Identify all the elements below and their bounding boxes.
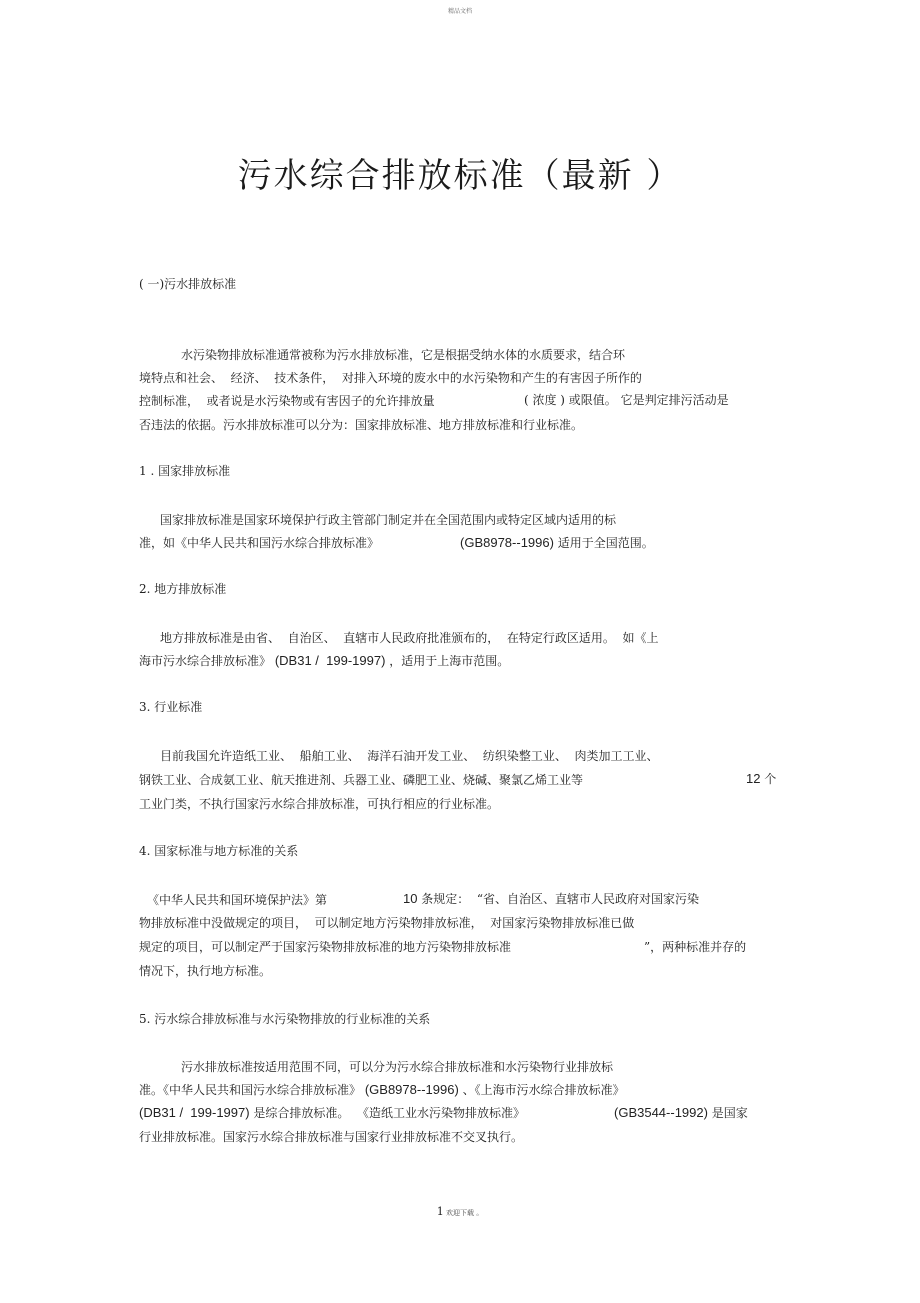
section-4-line-3b: ”，两种标准并存的 (644, 940, 747, 954)
section-2-line-2a: 海市污水综合排放标准》 (139, 654, 275, 668)
section-1-line-2a: 准，如《中华人民共和国污水综合排放标准》 (139, 536, 380, 550)
intro-line-1: 水污染物排放标准通常被称为污水排放标准，它是根据受纳水体的水质要求，结合环 (181, 348, 626, 362)
intro-line-2: 境特点和社会、 经济、 技术条件， 对排入环境的废水中的水污染物和产生的有害因子所作的 (139, 371, 642, 385)
section-heading: ( 一)污水排放标准 (139, 277, 237, 291)
section-2-line-2c: ，适用于上海市范围。 (385, 654, 510, 668)
section-4-line-2: 物排放标准中没做规定的项目， 可以制定地方污染物排放标准， 对国家污染物排放标准已做 (139, 916, 635, 930)
section-5-line-2c: 、《上海市污水综合排放标准》 (458, 1083, 625, 1097)
footer-note: 欢迎下载 。 (446, 1209, 484, 1217)
standard-code: (GB8978--1996) (364, 1082, 459, 1097)
header-note: 精品文档 (447, 8, 472, 15)
page-number: 1 (436, 1205, 444, 1218)
section-1-line-2 (460, 536, 654, 550)
section-4-line-1a: 《中华人民共和国环境保护法》第 (147, 893, 328, 907)
section-5-line-4: 行业排放标准。国家污水综合排放标准与国家行业排放标准不交叉执行。 (139, 1130, 524, 1144)
intro-line-3b: ( 浓度 ) 或限值。 它是判定排污活动是 (524, 393, 729, 407)
section-3-line-2c: 个 (760, 772, 777, 786)
section-5-line-3d: 是国家 (707, 1106, 748, 1120)
section-5-line-2 (139, 1083, 625, 1097)
section-2-line-2 (139, 654, 509, 668)
section-4-heading: 4. 国家标准与地方标准的关系 (139, 844, 299, 858)
industry-count: 12 (746, 771, 761, 786)
standard-code: (DB31 / 199-1997) (274, 653, 386, 668)
intro-line-4: 否违法的依据。污水排放标准可以分为：国家排放标准、地方排放标准和行业标准。 (139, 418, 584, 432)
document-title: 污水综合排放标准（最新 ） (237, 156, 683, 196)
section-2-heading: 2. 地方排放标准 (139, 582, 227, 596)
section-1-line-2c: 适用于全国范围。 (553, 536, 654, 550)
section-1-line-1: 国家排放标准是国家环境保护行政主管部门制定并在全国范围内或特定区域内适用的标 (160, 513, 617, 527)
section-5-line-1: 污水排放标准按适用范围不同，可以分为污水综合排放标准和水污染物行业排放标 (181, 1060, 614, 1074)
article-number: 10 (403, 891, 418, 906)
section-5-line-3b: 是综合排放标准。 《造纸工业水污染物排放标准》 (249, 1106, 526, 1120)
standard-code: (DB31 / 199-1997) (139, 1105, 250, 1120)
section-5-line-3a (139, 1106, 525, 1120)
section-3-heading: 3. 行业标准 (139, 700, 203, 714)
standard-code: (GB3544--1992) (614, 1105, 708, 1120)
section-3-line-2a: 钢铁工业、合成氨工业、航天推进剂、兵器工业、磷肥工业、烧碱、聚氯乙烯工业等 (139, 773, 584, 787)
section-5-heading: 5. 污水综合排放标准与水污染物排放的行业标准的关系 (139, 1012, 431, 1026)
intro-line-3a: 控制标准， 或者说是水污染物或有害因子的允许排放量 (139, 394, 435, 408)
page-footer (0, 1205, 920, 1218)
section-4-line-1c: 条规定： “省、自治区、直辖市人民政府对国家污染 (417, 892, 700, 906)
section-4-line-3a: 规定的项目，可以制定严于国家污染物排放标准的地方污染物排放标准 (139, 940, 512, 954)
standard-code: (GB8978--1996) (460, 535, 554, 550)
section-5-line-2a: 准。《中华人民共和国污水综合排放标准》 (139, 1083, 365, 1097)
section-4-line-4: 情况下，执行地方标准。 (139, 964, 272, 978)
section-5-line-3c (614, 1106, 748, 1120)
section-4-line-1b (403, 892, 699, 906)
section-3-line-1: 目前我国允许造纸工业、 船舶工业、 海洋石油开发工业、 纺织染整工业、 肉类加工工业、 (160, 749, 659, 763)
section-3-line-2b (746, 772, 776, 786)
section-3-line-3: 工业门类，不执行国家污水综合排放标准，可执行相应的行业标准。 (139, 797, 500, 811)
section-1-heading: 1 . 国家排放标准 (139, 464, 231, 478)
section-2-line-1: 地方排放标准是由省、 自治区、 直辖市人民政府批准颁布的， 在特定行政区适用。 如《上 (160, 631, 659, 645)
